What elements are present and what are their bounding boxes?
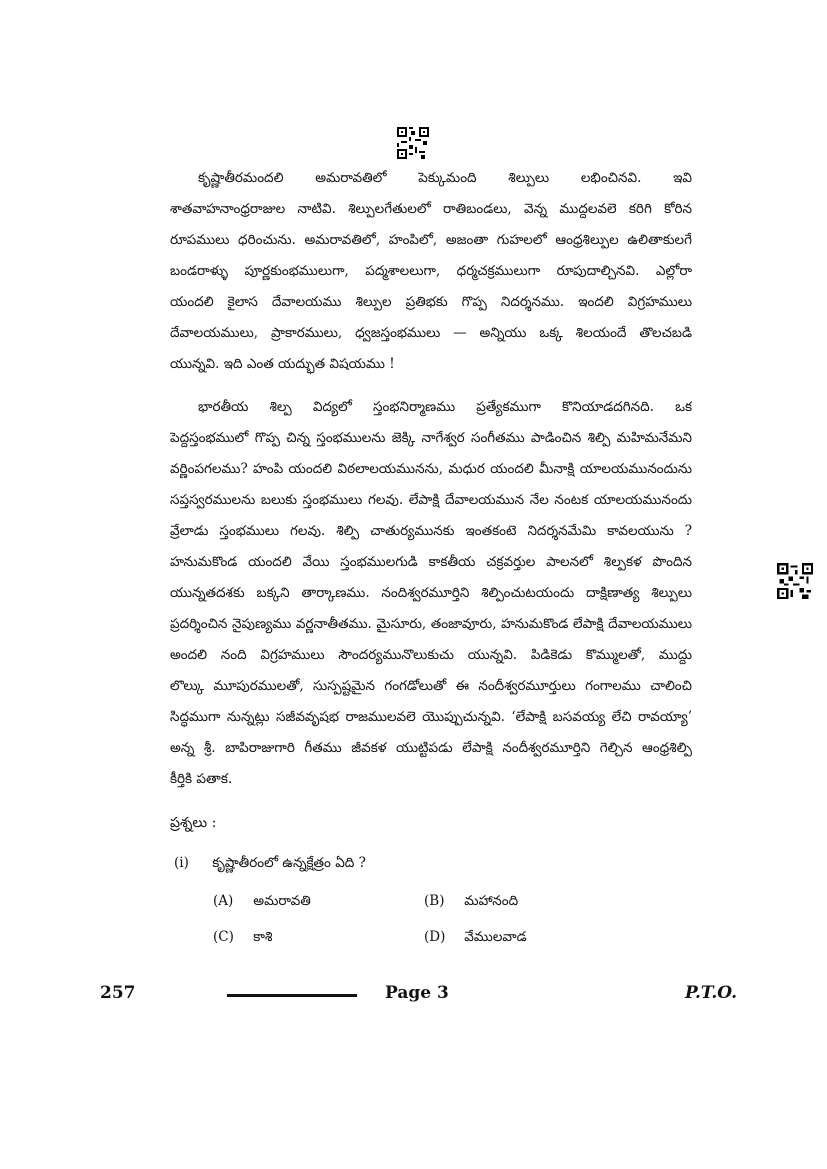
passage-line: యున్నవి. ఇది ఎంత యద్భుత విషయము ! xyxy=(170,356,395,372)
passage-line: బండరాళ్ళు పూర్ణకుంభములుగా, పద్మశాలలుగా, ధర్మచక్రములుగా రూపుదాల్చినవి. ఎల్లోరా xyxy=(170,263,692,279)
option-a xyxy=(213,893,311,912)
questions-heading: ప్రశ్నలు : xyxy=(170,815,217,831)
passage-paragraph-1 xyxy=(170,163,692,380)
passage-line: యున్నతదశకు బక్కని తార్కాణము. నందిశ్వరమూర్తిని శిల్పించుటయందు దాక్షిణాత్య శిల్పులు xyxy=(170,585,692,601)
passage-line: కీర్తికి పతాక. xyxy=(170,771,233,787)
option-d xyxy=(424,929,527,948)
passage-line: ప్రదర్శించిన నైపుణ్యము వర్ణనాతీతము. మైసూరు, తంజావూరు, హనుమకొండ లేపాక్షి దేవాలయములు xyxy=(170,616,692,632)
option-text: మహానంది xyxy=(464,893,519,909)
option-text: కాశి xyxy=(253,929,273,945)
passage-line: రూపములు ధరించును. అమరావతిలో, హంపిలో, అజంతా గుహలలో ఆంధ్రశిల్పుల ఉలితాకులగే xyxy=(170,232,692,248)
passage-line: అన్న శ్రీ. బాపిరాజుగారి గీతము జీవకళ యుట్టిపడు లేపాక్షి నందీశ్వరమూర్తిని గెల్చిన ఆంధ్రశిల్పి xyxy=(170,740,692,756)
paper-code: 257 xyxy=(100,983,136,1003)
qr-code-side xyxy=(777,563,813,599)
passage-line: వర్ణింపగలము? హంపి యందలి విఠలాలయమునను, మధుర యందలి మీనాక్షి యాలయమునందును xyxy=(170,461,692,477)
passage-line: అందలి నంది విగ్రహములు సౌందర్యమునొలుకుచు యున్నవి. పిడికెడు కొమ్ములతో, ముద్దు xyxy=(170,647,692,663)
passage-line: కృష్ణాతీరమందలి అమరావతిలో పెక్కుమంది శిల్పులు లభించినవి. ఇవి xyxy=(198,170,692,186)
passage-line: హనుమకొండ యందలి వేయి స్తంభములగుడి కాకతీయ చక్రవర్తుల పాలనలో శిల్పకళ పొందిన xyxy=(170,554,692,570)
passage-line: సప్తస్వరములను బలుకు స్తంభములు గలవు. లేపాక్షి దేవాలయమున నేల నంటక యాలయమునందు xyxy=(170,492,692,508)
pto-label: P.T.O. xyxy=(685,983,737,1003)
passage-line: దేవాలయములు, ప్రాకారములు, ధ్వజస్తంభములు — అన్నియు ఒక్క శిలయందే తొలచబడి xyxy=(170,325,692,341)
option-label: (A) xyxy=(213,893,234,909)
passage-line: వ్రేలాడు స్తంభములు గలవు. శిల్పి చాతుర్యమునకు ఇంతకంటె నిదర్శనమేమి కావలయును ? xyxy=(170,523,692,539)
option-label: (C) xyxy=(213,929,234,945)
passage-line: సిద్ధముగా నున్నట్లు సజీవవృషభ రాజములవలె యొప్పుచున్నవి. ‘లేపాక్షి బసవయ్య లేచి రావయ్యా’ xyxy=(170,709,692,725)
footer-divider xyxy=(227,994,357,997)
option-b xyxy=(424,893,518,912)
option-text: అమరావతి xyxy=(253,893,311,909)
option-label: (B) xyxy=(424,893,445,909)
passage-line: శాతవాహనాంధ్రరాజుల నాటివి. శిల్పులగేతులలో రాతిబండలు, వెన్న ముద్దలవలె కరిగి కోరిన xyxy=(170,201,692,217)
question-text: కృష్ణాతీరంలో ఉన్నక్షేత్రం ఏది ? xyxy=(212,855,366,871)
passage-paragraph-2 xyxy=(170,392,692,795)
qr-code-top xyxy=(397,127,429,159)
passage-line: పెద్దస్తంభములో గొప్ప చిన్న స్తంభములను జెక్కి నాగేశ్వర సంగీతము పాడించిన శిల్పి మహిమనేమని xyxy=(170,430,692,446)
passage-line: లొల్కు మూపురములతో, సుస్పష్టమైన గంగడోలుతో ఈ నందీశ్వరమూర్తులు గంగాలము చాలించి xyxy=(170,678,692,694)
passage-line: భారతీయ శిల్ప విద్యలో స్తంభనిర్మాణము ప్రత్యేకముగా కొనియాడదగినది. ఒక xyxy=(198,399,692,415)
option-label: (D) xyxy=(424,929,446,945)
passage-line: యందలి కైలాస దేవాలయము శిల్పుల ప్రతిభకు గొప్ప నిదర్శనము. ఇందలి విగ్రహములు xyxy=(170,294,692,310)
option-text: వేములవాడ xyxy=(464,929,527,945)
question-item xyxy=(174,855,366,874)
question-number: (i) xyxy=(174,855,189,871)
page-number: Page 3 xyxy=(385,983,449,1003)
option-c xyxy=(213,929,272,948)
